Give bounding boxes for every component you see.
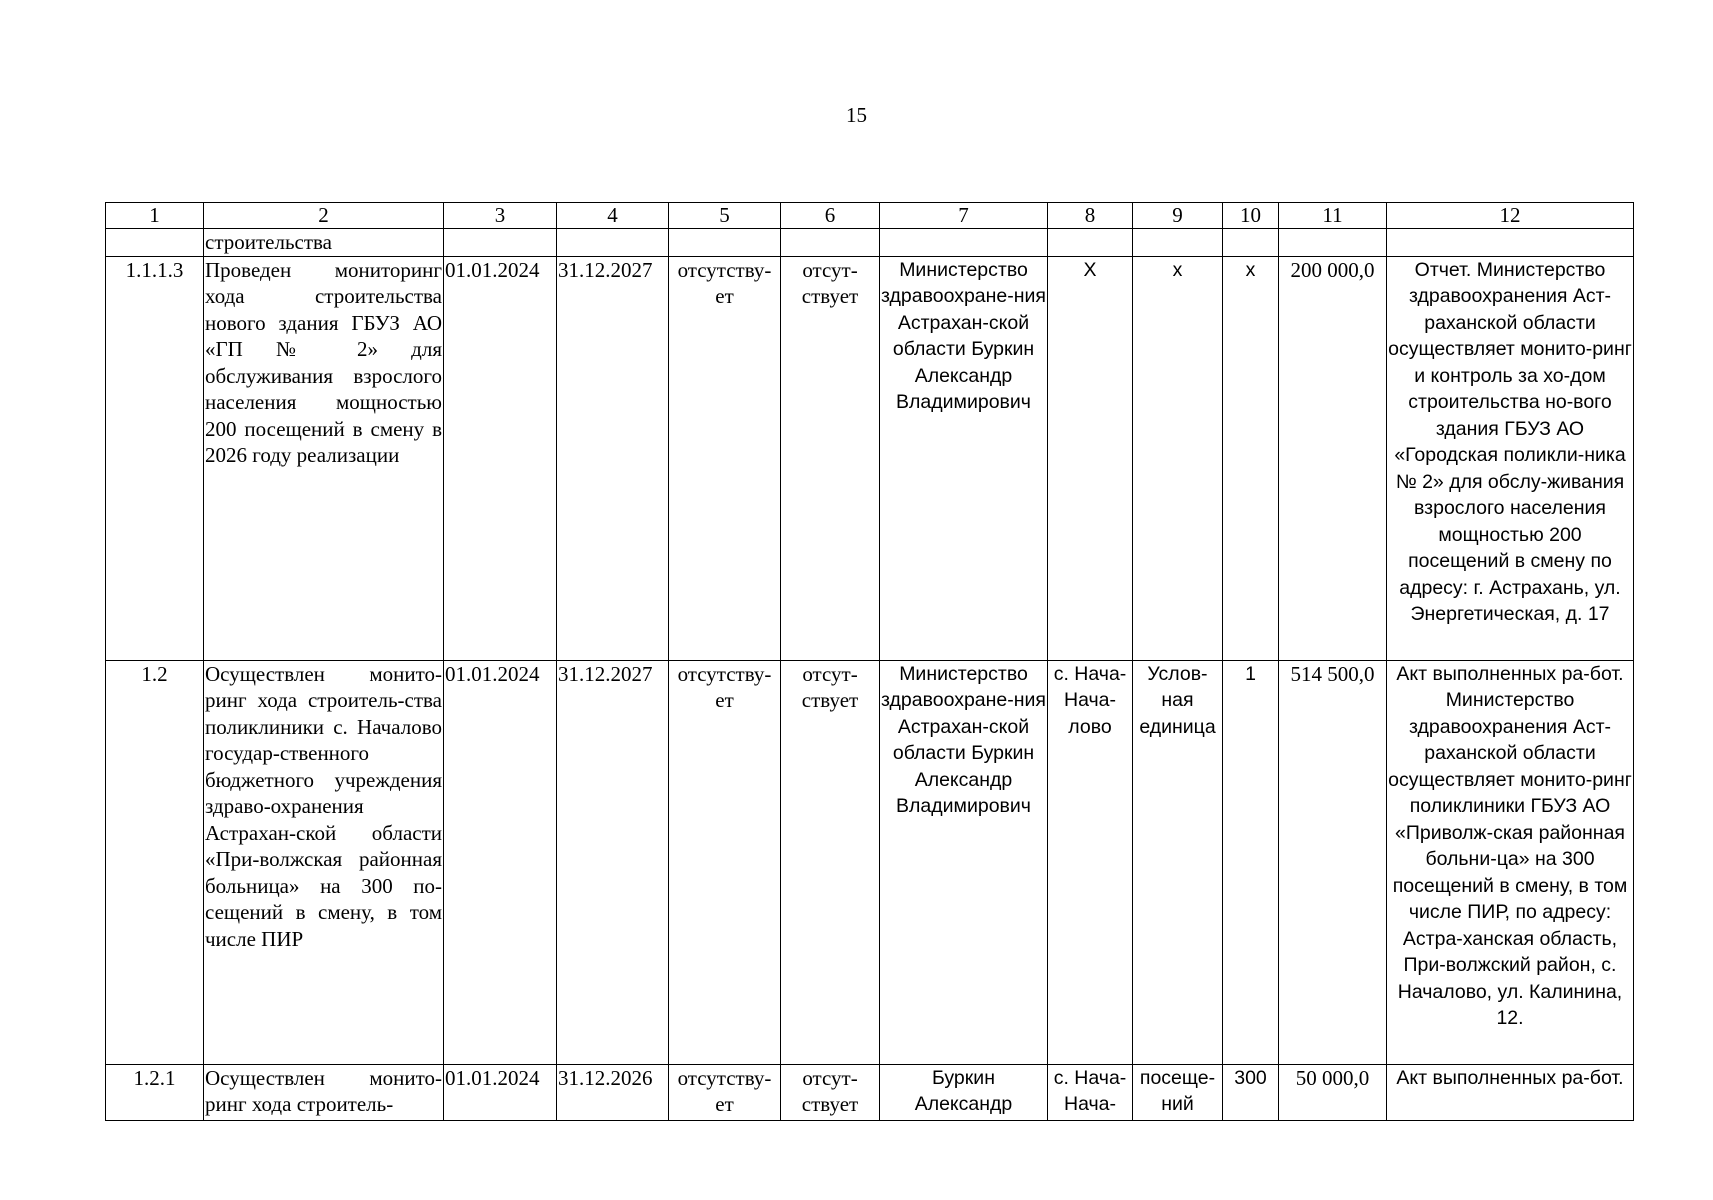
header-cell-8: 8	[1048, 203, 1133, 229]
event-description: Осуществлен монито-ринг хода строитель-ства поликлиники с. Началово государ-ственного бюджетного учреждения здраво-охранения Астрахан-ской области «При-волжская районная больница» на 300 по-сещений в смену, в том числе ПИР	[204, 660, 444, 1064]
continuation-text: строительства	[204, 229, 444, 257]
amount: 514 500,0	[1279, 660, 1387, 1064]
table-row	[106, 1064, 1634, 1120]
cell-empty	[444, 229, 557, 257]
row-number: 1.2.1	[106, 1064, 204, 1120]
start-date: 01.01.2024	[444, 1064, 557, 1120]
cell-empty	[781, 229, 880, 257]
cell-empty	[106, 229, 204, 257]
start-date: 01.01.2024	[444, 660, 557, 1064]
header-cell-5: 5	[669, 203, 781, 229]
col10-value: 1	[1223, 660, 1279, 1064]
header-cell-12: 12	[1387, 203, 1634, 229]
end-date: 31.12.2027	[557, 660, 669, 1064]
cell-empty	[1048, 229, 1133, 257]
col5-value: отсутству-ет	[669, 1064, 781, 1120]
col5-value: отсутству-ет	[669, 256, 781, 660]
table-row	[106, 660, 1634, 1064]
col9-value: Услов-ная единица	[1133, 660, 1223, 1064]
cell-empty	[669, 229, 781, 257]
amount: 50 000,0	[1279, 1064, 1387, 1120]
col9-value: x	[1133, 256, 1223, 660]
col6-value: отсут-ствует	[781, 256, 880, 660]
col9-value: посеще-ний	[1133, 1064, 1223, 1120]
cell-empty	[1279, 229, 1387, 257]
col6-value: отсут-ствует	[781, 1064, 880, 1120]
cell-empty	[880, 229, 1048, 257]
header-cell-7: 7	[880, 203, 1048, 229]
event-description: Проведен мониторинг хода строительства нового здания ГБУЗ АО «ГП № 2» для обслуживания взрослого населения мощностью 200 посещений в смену в 2026 году реализации	[204, 256, 444, 660]
header-cell-2: 2	[204, 203, 444, 229]
result-description: Акт выполненных ра-бот. Министерство здравоохранения Аст-раханской области осуществляет монито-ринг поликлиники ГБУЗ АО «Приволж-ская районная больни-ца» на 300 посещений в смену, в том числе ПИР, по адресу: Астра-ханская область, При-волжский район, с. Началово, ул. Калинина, 12.	[1387, 660, 1634, 1064]
row-number: 1.1.1.3	[106, 256, 204, 660]
col10-value: 300	[1223, 1064, 1279, 1120]
continuation-row	[106, 229, 1634, 257]
header-cell-3: 3	[444, 203, 557, 229]
cell-empty	[1133, 229, 1223, 257]
header-cell-10: 10	[1223, 203, 1279, 229]
col6-value: отсут-ствует	[781, 660, 880, 1064]
end-date: 31.12.2026	[557, 1064, 669, 1120]
col8-value: X	[1048, 256, 1133, 660]
header-cell-1: 1	[106, 203, 204, 229]
cell-empty	[557, 229, 669, 257]
header-cell-4: 4	[557, 203, 669, 229]
data-table	[105, 202, 1634, 1121]
start-date: 01.01.2024	[444, 256, 557, 660]
page-number: 15	[846, 103, 867, 127]
cell-empty	[1387, 229, 1634, 257]
result-description: Акт выполненных ра-бот.	[1387, 1064, 1634, 1120]
responsible: Буркин Александр	[880, 1064, 1048, 1120]
header-cell-9: 9	[1133, 203, 1223, 229]
amount: 200 000,0	[1279, 256, 1387, 660]
end-date: 31.12.2027	[557, 256, 669, 660]
result-description: Отчет. Министерство здравоохранения Аст-раханской области осуществляет монито-ринг и контроль за хо-дом строительства но-вого здания ГБУЗ АО «Городская поликли-ника № 2» для обслу-живания взрослого населения мощностью 200 посещений в смену по адресу: г. Астрахань, ул. Энергетическая, д. 17	[1387, 256, 1634, 660]
header-row	[106, 203, 1634, 229]
header-cell-6: 6	[781, 203, 880, 229]
col5-value: отсутству-ет	[669, 660, 781, 1064]
cell-empty	[1223, 229, 1279, 257]
header-cell-11: 11	[1279, 203, 1387, 229]
responsible: Министерство здравоохране-ния Астрахан-ской области Буркин Александр Владимирович	[880, 256, 1048, 660]
row-number: 1.2	[106, 660, 204, 1064]
event-description: Осуществлен монито-ринг хода строитель-	[204, 1064, 444, 1120]
col8-value: с. Нача-Нача-	[1048, 1064, 1133, 1120]
col8-value: с. Нача-Нача-лово	[1048, 660, 1133, 1064]
table-row	[106, 256, 1634, 660]
col10-value: x	[1223, 256, 1279, 660]
responsible: Министерство здравоохране-ния Астрахан-ской области Буркин Александр Владимирович	[880, 660, 1048, 1064]
